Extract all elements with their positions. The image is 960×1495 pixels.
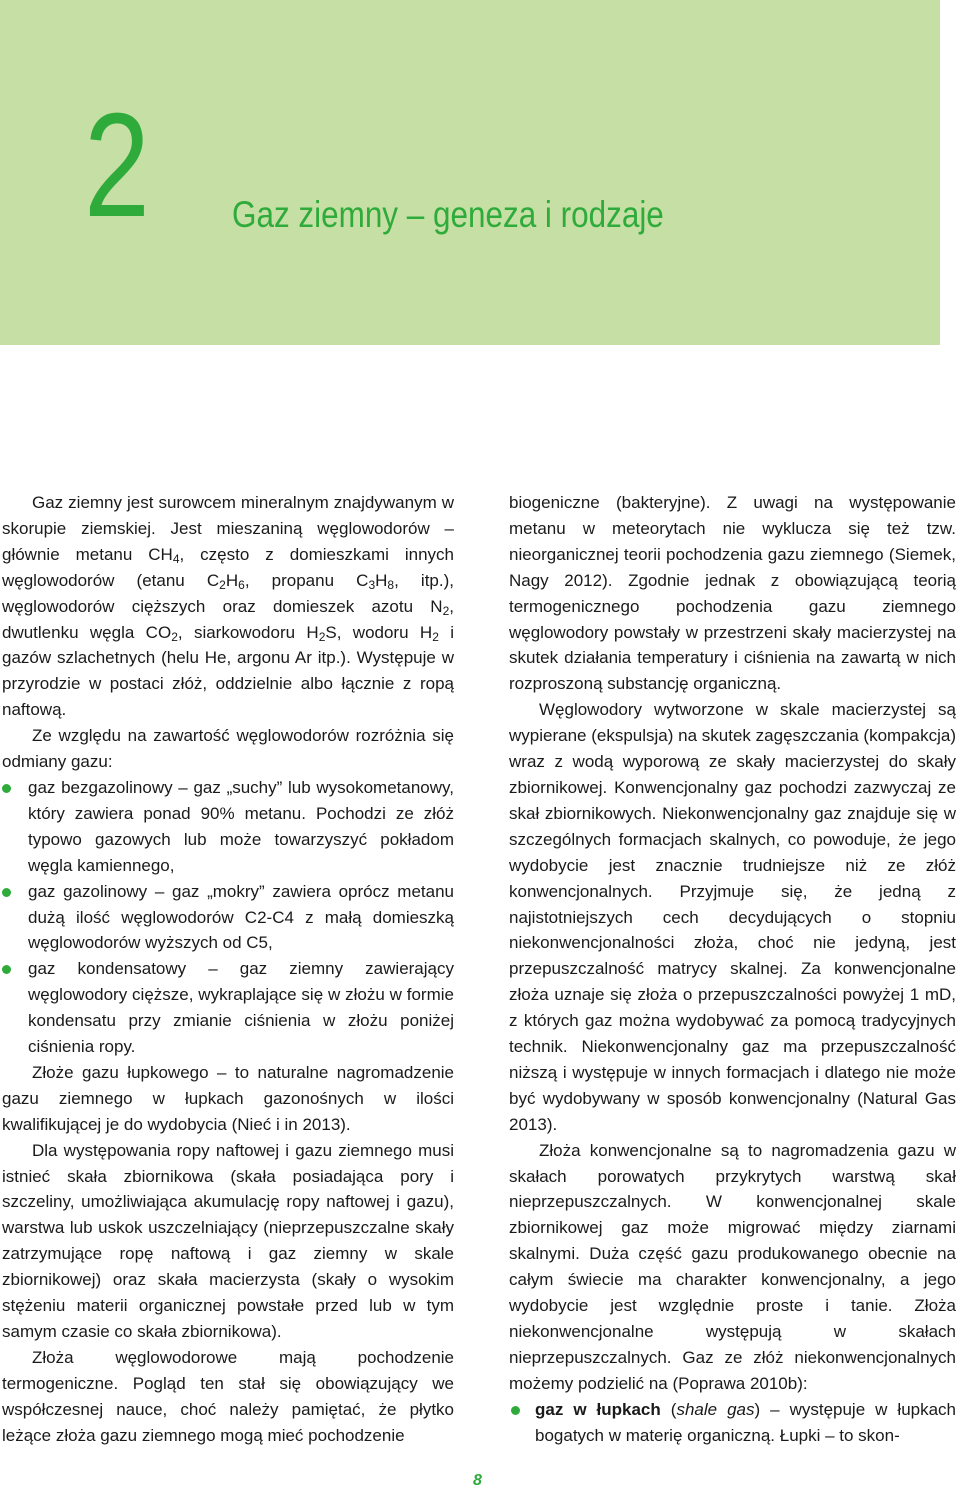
chapter-title: Gaz ziemny – geneza i rodzaje (232, 194, 664, 235)
paragraph: Złoża węglowodorowe mają pochodzenie termogeniczne. Pogląd ten stał się obowiązujący we współczesnej nauce, choć należy pamiętać, że płytko leżące złoża gazu ziemnego mogą mieć pochodzenie (2, 1347, 454, 1445)
list-item: gaz w łupkach (shale gas) – występuje w łupkach bogatych w materię organiczną. Łupki – to skon- (509, 1397, 956, 1449)
right-column (509, 490, 956, 1449)
unconventional-gas-list (509, 1397, 956, 1449)
bullet-icon (2, 784, 11, 793)
bullet-icon (2, 965, 11, 974)
list-item: gaz bezgazolinowy – gaz „suchy” lub wysokometanowy, który zawiera ponad 90% metanu. Pochodzi ze złóż typowo gazowych lub może towarzyszyć pokładom węgla kamiennego, (2, 775, 454, 879)
paragraph: Złoże gazu łupkowego – to naturalne nagromadzenie gazu ziemnego w łupkach gazonośnych w ilości kwalifikującej je do wydobycia (Nieć i in 2013). (2, 1062, 454, 1134)
intro-paragraph: Gaz ziemny jest surowcem mineralnym znajdywanym w skorupie ziemskiej. Jest mieszaniną węglowodorów – głównie metanu $CH_4$, często z domieszkami innych węglowodorów (etanu $C_2H_6$, propanu $C_3H_8$, itp.), węglowodorów cięższych oraz domieszek azotu $N_2$, dwutlenku węgla $CO_2$, siarkowodoru $H_2S$, wodoru $H_2$ i gazów szlachetnych (helu He, argonu Ar itp.). Występuje w przyrodzie w postaci złóż, oddzielnie albo łącznie z ropą naftową. (2, 493, 455, 720)
paragraph: Złoża konwencjonalne są to nagromadzenia gazu w skałach porowatych przykrytych warstwą skał nieprzepuszczalnych. W konwencjonalnej skale zbiornikowej gaz może migrować między ziarnami skalnymi. Duża część gazu produkowanego obecnie na całym świecie ma charakter konwencjonalny, a jego wydobycie jest względnie proste i tanie. Złoża niekonwencjonalne występują w skałach nieprzepuszczalnych. Gaz ze złóż niekonwencjonalnych możemy podzielić na (Poprawa 2010b): (509, 1140, 956, 1393)
paragraph: Dla występowania ropy naftowej i gazu ziemnego musi istnieć skała zbiornikowa (skała posiadająca pory i szczeliny, umożliwiająca akumulację ropy naftowej i gazu), warstwa lub uskok uszczelniający (nieprzepuszczalne skały zatrzymujące ropę naftową i gaz ziemny w skale zbiornikowej) oraz skała macierzysta (skały o wysokim stężeniu materii organicznej powstałe przed lub w tym samym czasie co skała zbiornikowa). (2, 1140, 454, 1341)
left-column (2, 490, 454, 1449)
paragraph: Ze względu na zawartość węglowodorów rozróżnia się odmiany gazu: (2, 726, 454, 772)
paragraph: Węglowodory wytworzone w skale macierzystej są wypierane (ekspulsja) na skutek zagęszczania (kompakcja) wraz z wodą wyporową ze skały macierzystej do skały zbiornikowej. Konwencjonalny gaz pochodzi zazwyczaj ze skał zbiornikowych. Niekonwencjonalny gaz znajduje się w szczególnych formacjach skalnych, co powoduje, że jego wydobycie jest znacznie trudniejsze niż ze złóż konwencjonalnych. Przyjmuje się, że jedną z najistotniejszych cech decydujących o stopniu niekonwencjonalności złoża, choć nie jedyną, jest przepuszczalność matrycy skalnej. Za konwencjonalne złoża uznaje się złoża o przepuszczalności powyżej 1 mD, z których gaz można wydobywać za pomocą tradycyjnych technik. Niekonwencjonalny gaz ma przepuszczalność niższą i występuje w innych formacjach i dlatego nie może być wydobywany w sposób konwencjonalny (Natural Gas 2013). (509, 700, 956, 1134)
paragraph: biogeniczne (bakteryjne). Z uwagi na występowanie metanu w meteorytach nie wyklucza się też tzw. nieorganicznej teorii pochodzenia gazu ziemnego (Siemek, Nagy 2012). Zgodnie jednak z obowiązującą teorią termogenicznego pochodzenia gazu ziemnego węglowodory powstały w przestrzeni skały macierzystej na skutek działania temperatury i ciśnienia na zawartą w nich rozproszoną substancję organiczną. (509, 493, 956, 694)
bullet-icon (511, 1406, 520, 1415)
list-item: gaz kondensatowy – gaz ziemny zawierający węglowodory cięższe, wykraplające się w złożu w formie kondensatu przy zmianie ciśnienia w złożu poniżej ciśnienia ropy. (2, 956, 454, 1060)
gas-types-list (2, 775, 454, 1060)
bullet-icon (2, 888, 11, 897)
list-item: gaz gazolinowy – gaz „mokry” zawiera oprócz metanu dużą ilość węglowodorów C2-C4 z małą domieszką węglowodorów wyższych od C5, (2, 879, 454, 957)
chapter-banner (0, 0, 940, 345)
chapter-number: 2 (84, 83, 146, 248)
page-number: 8 (473, 1472, 482, 1489)
